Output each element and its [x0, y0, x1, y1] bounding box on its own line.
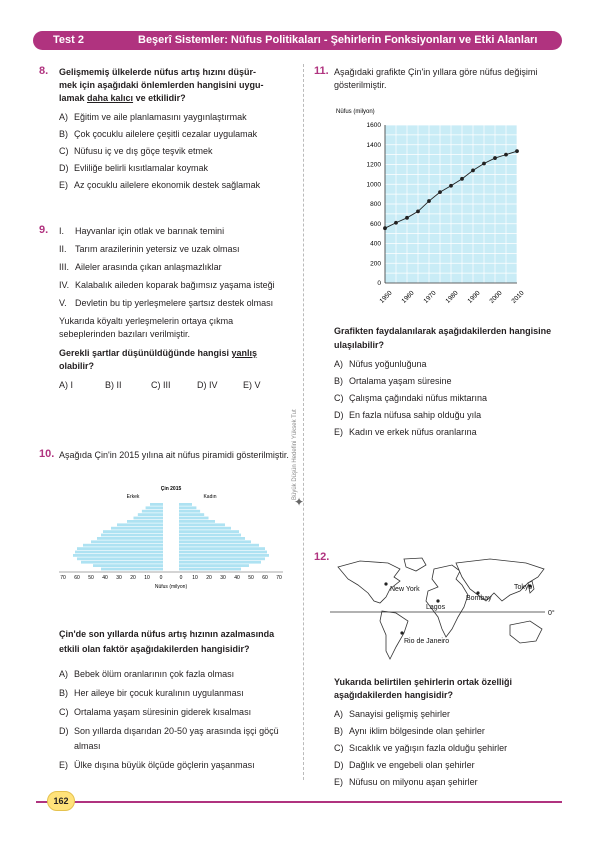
- roman-text: Aileler arasında çıkan anlaşmazlıklar: [75, 262, 222, 272]
- option-b[interactable]: [59, 126, 289, 143]
- option-letter: D): [59, 726, 69, 736]
- city-label-rio-text: Rio de Janeiro: [404, 638, 450, 645]
- option-a[interactable]: [59, 665, 289, 684]
- equator-label: 0°: [548, 610, 555, 617]
- question-context: Yukarıda köyaltı yerleşmelerin ortaya çıkma sebeplerinden bazıları verilmiştir.: [59, 316, 234, 339]
- pyramid-tick: 10: [192, 575, 198, 581]
- roman-item: [59, 243, 289, 256]
- page-number: 162: [47, 791, 75, 811]
- city-label-rio: [404, 638, 449, 645]
- stem-underlined: daha kalıcı: [87, 93, 134, 103]
- chart-data-point: [416, 210, 420, 214]
- logo-icon: ✦: [294, 495, 305, 509]
- option-c[interactable]: [59, 703, 289, 722]
- question-10: [39, 448, 289, 462]
- roman-item: [59, 297, 289, 310]
- city-label-tokyo: Tokyo: [514, 584, 533, 591]
- chart-y-tick-label: 1400: [366, 141, 381, 149]
- chart-x-tick-label: 1950: [378, 289, 394, 305]
- option-c[interactable]: [334, 390, 564, 407]
- chart-x-tick-label: 2000: [488, 289, 504, 305]
- pyramid-tick: 10: [144, 575, 150, 581]
- option-e[interactable]: [59, 177, 289, 194]
- north-america-shape: [338, 561, 400, 603]
- option-d[interactable]: [59, 724, 289, 754]
- stem-underlined: yanlış: [231, 348, 258, 358]
- pyramid-bar-female: [179, 544, 259, 547]
- chart-y-tick-label: 1000: [366, 181, 381, 189]
- pyramid-bar-male: [75, 551, 163, 554]
- question-stem: [59, 66, 289, 105]
- question-number: 9.: [39, 224, 49, 236]
- pyramid-tick: 20: [206, 575, 212, 581]
- option-text: Kadın ve erkek nüfus oranlarına: [349, 427, 477, 437]
- option-letter: A): [334, 709, 343, 719]
- options-list: [334, 706, 564, 791]
- pyramid-bar-female: [179, 510, 200, 513]
- option-c[interactable]: C) III: [151, 380, 171, 390]
- chart-y-tick-label: 200: [370, 260, 381, 268]
- question-8: [39, 65, 289, 194]
- chart-data-point: [471, 169, 475, 173]
- side-motto: Büyük Düşün Hedefini Yüksek Tut: [292, 409, 298, 500]
- option-letter: E): [59, 180, 68, 190]
- pyramid-bar-female: [179, 557, 265, 560]
- pyramid-bar-male: [101, 568, 163, 571]
- pyramid-bar-male: [146, 506, 163, 509]
- pyramid-bar-male: [73, 554, 163, 557]
- pyramid-axis-ticks: [60, 575, 282, 581]
- option-letter: E): [334, 777, 343, 787]
- pyramid-bar-male: [101, 534, 163, 537]
- stem-text: ve etkilidir?: [133, 93, 186, 103]
- option-letter: A): [59, 669, 68, 679]
- option-text: Her aileye bir çocuk kuralının uygulanması: [74, 688, 244, 698]
- option-letter: B): [59, 129, 68, 139]
- option-a[interactable]: [334, 706, 564, 723]
- roman-numeral: II.: [59, 244, 67, 254]
- pyramid-title: Çin 2015: [160, 486, 182, 492]
- question-number: 10.: [39, 448, 55, 460]
- pyramid-bar-male: [77, 547, 163, 550]
- pyramid-bar-male: [91, 540, 163, 543]
- chart-y-tick-label: 800: [370, 201, 381, 208]
- option-text: Aynı iklim bölgesinde olan şehirler: [349, 726, 485, 736]
- chart-x-tick-label: 1960: [400, 289, 416, 305]
- question-stem: [59, 347, 289, 373]
- pyramid-tick: 50: [248, 575, 254, 581]
- chart-x-tick-label: 1990: [466, 289, 482, 305]
- pyramid-tick: 50: [88, 575, 94, 581]
- pyramid-bar-male: [83, 544, 163, 547]
- pyramid-bar-male: [142, 510, 163, 513]
- option-letter: E): [59, 760, 68, 770]
- option-letter: C): [59, 146, 69, 156]
- pyramid-bar-male: [103, 530, 163, 533]
- chart-data-point: [504, 153, 508, 157]
- option-c[interactable]: [334, 740, 564, 757]
- question-number: 11.: [314, 65, 329, 77]
- option-text: Eğitim ve aile planlamasını yaygınlaştırmak: [74, 112, 247, 122]
- population-line-chart: [330, 105, 530, 320]
- pyramid-bar-female: [179, 523, 225, 526]
- pyramid-axis-label: Nüfus (milyon): [154, 584, 188, 590]
- chart-data-point: [460, 177, 464, 181]
- question-11-body: [334, 324, 564, 441]
- option-text: Ortalama yaşam süresine: [349, 376, 452, 386]
- stem-text: olabilir?: [59, 361, 95, 371]
- option-letter: A): [59, 112, 68, 122]
- pyramid-bar-female: [179, 517, 209, 520]
- pyramid-bar-female: [179, 564, 249, 567]
- column-divider: [303, 64, 304, 780]
- option-e[interactable]: [334, 424, 564, 441]
- option-e[interactable]: [59, 756, 289, 775]
- australia-shape: [510, 621, 542, 643]
- pyramid-bar-male: [117, 523, 163, 526]
- chart-data-point: [405, 216, 409, 220]
- pyramid-bar-male: [93, 564, 163, 567]
- chart-y-tick-label: 1200: [366, 161, 381, 169]
- roman-item: [59, 279, 289, 292]
- pyramid-bar-male: [97, 537, 163, 540]
- city-label-lagos: Lagos: [426, 604, 446, 611]
- option-text: Evliliğe belirli kısıtlamalar koymak: [74, 163, 209, 173]
- pyramid-tick: 0: [159, 575, 163, 581]
- chart-data-point: [482, 162, 486, 166]
- south-america-shape: [380, 611, 408, 659]
- option-text: Çok çocuklu ailelere çeşitli cezalar uygulamak: [74, 129, 258, 139]
- chart-data-point: [493, 156, 497, 160]
- option-text: Bebek ölüm oranlarının çok fazla olması: [74, 669, 235, 679]
- population-pyramid: [55, 485, 285, 595]
- pyramid-tick: 70: [60, 575, 66, 581]
- chart-data-point: [394, 221, 398, 225]
- option-letter: A): [334, 359, 343, 369]
- roman-item: [59, 261, 289, 274]
- option-d[interactable]: [334, 757, 564, 774]
- option-letter: B): [334, 726, 343, 736]
- city-dot-rio: [400, 631, 403, 634]
- option-text: Nüfus yoğunluğuna: [349, 359, 427, 369]
- roman-numeral: V.: [59, 298, 67, 308]
- question-number: 8.: [39, 65, 49, 77]
- footer-rule: [36, 801, 562, 803]
- chart-data-point: [383, 226, 387, 230]
- option-letter: D): [59, 163, 69, 173]
- roman-numeral: IV.: [59, 280, 70, 290]
- test-label: Test 2: [53, 34, 84, 46]
- option-b[interactable]: [334, 373, 564, 390]
- roman-numeral: III.: [59, 262, 70, 272]
- option-e[interactable]: [334, 774, 564, 791]
- chart-x-tick-label: 2010: [510, 289, 526, 305]
- options-list: [59, 379, 289, 391]
- question-intro: Aşağıda Çin'in 2015 yılına ait nüfus piramidi gösterilmiştir.: [59, 450, 289, 460]
- option-b[interactable]: B) II: [105, 380, 122, 390]
- option-c[interactable]: [59, 143, 289, 160]
- pyramid-bar-female: [179, 547, 265, 550]
- header-title: Beşerî Sistemler: Nüfus Politikaları - Şehirlerin Fonksiyonları ve Etki Alanları: [138, 34, 538, 46]
- pyramid-bar-male: [138, 513, 163, 516]
- city-dot-new-york: [384, 582, 387, 585]
- roman-text: Devletin bu tip yerleşmelere şartsız destek olması: [75, 298, 274, 308]
- stem-line: [59, 92, 289, 105]
- pyramid-bar-male: [81, 561, 163, 564]
- option-text: Ortalama yaşam süresinin giderek kısalması: [74, 707, 252, 717]
- roman-item: [59, 225, 289, 238]
- greenland-shape: [404, 558, 426, 571]
- chart-data-point: [438, 190, 442, 194]
- option-d[interactable]: [334, 407, 564, 424]
- option-letter: B): [334, 376, 343, 386]
- option-d[interactable]: [59, 160, 289, 177]
- chart-x-tick-label: 1980: [444, 289, 460, 305]
- option-text: Sıcaklık ve yağışın fazla olduğu şehirler: [349, 743, 508, 753]
- chart-data-point: [427, 199, 431, 203]
- roman-numeral: I.: [59, 226, 65, 236]
- pyramid-tick: 60: [74, 575, 80, 581]
- pyramid-bar-female: [179, 503, 192, 506]
- pyramid-bar-female: [179, 527, 231, 530]
- pyramid-tick: 0: [179, 575, 183, 581]
- pyramid-tick: 40: [234, 575, 240, 581]
- pyramid-bar-female: [179, 554, 269, 557]
- option-text: Nüfusu on milyonu aşan şehirler: [349, 777, 478, 787]
- chart-y-tick-label: 1600: [366, 122, 381, 129]
- stem-line: Gelişmemiş ülkelerde nüfus artış hızını düşür-: [59, 67, 257, 77]
- pyramid-bar-female: [179, 540, 251, 543]
- pyramid-tick: 40: [102, 575, 108, 581]
- option-text: Sanayisi gelişmiş şehirler: [349, 709, 451, 719]
- pyramid-bar-male: [111, 527, 163, 530]
- question-11: [314, 65, 564, 92]
- question-stem: Grafikten faydalanılarak aşağıdakilerden hangisine ulaşılabilir?: [334, 326, 552, 350]
- option-a[interactable]: [334, 356, 564, 373]
- options-list: [59, 665, 289, 775]
- pyramid-bar-female: [179, 506, 196, 509]
- pyramid-tick: 60: [262, 575, 268, 581]
- question-intro: Aşağıdaki grafikte Çin'in yıllara göre nüfus değişimi gösterilmiştir.: [334, 67, 538, 90]
- roman-text: Hayvanlar için otlak ve barınak temini: [75, 226, 225, 236]
- pyramid-bar-female: [179, 534, 241, 537]
- option-e[interactable]: E) V: [243, 380, 261, 390]
- city-dot-lagos: [436, 599, 439, 602]
- option-d[interactable]: D) IV: [197, 380, 218, 390]
- pyramid-tick: 30: [116, 575, 122, 581]
- question-9: [39, 224, 289, 391]
- chart-data-point: [449, 184, 453, 188]
- option-letter: D): [334, 410, 344, 420]
- question-10-body: [59, 627, 289, 775]
- question-stem: Çin'de son yıllarda nüfus artış hızının azalmasında etkili olan faktör aşağıdakilerden hangisidir?: [59, 629, 275, 654]
- pyramid-bar-female: [179, 530, 239, 533]
- option-letter: E): [334, 427, 343, 437]
- pyramid-bar-female: [179, 551, 267, 554]
- pyramid-bar-female: [179, 513, 204, 516]
- city-label-bombay: Bombay: [466, 595, 492, 602]
- pyramid-bar-female: [179, 520, 215, 523]
- options-list: [59, 109, 289, 194]
- chart-y-tick-label: 400: [370, 240, 381, 248]
- chart-y-tick-label: 0: [377, 280, 381, 287]
- pyramid-bar-male: [127, 520, 163, 523]
- question-stem: Yukarıda belirtilen şehirlerin ortak özelliği aşağıdakilerden hangisidir?: [334, 677, 513, 700]
- pyramid-bar-female: [179, 537, 245, 540]
- chart-x-tick-label: 1970: [422, 289, 438, 305]
- pyramid-tick: 20: [130, 575, 136, 581]
- pyramid-bar-male: [133, 517, 163, 520]
- option-b[interactable]: [59, 684, 289, 703]
- question-12-body: [334, 676, 564, 791]
- option-letter: B): [59, 688, 68, 698]
- option-text: Ülke dışına büyük ölçüde göçlerin yaşanması: [74, 760, 255, 770]
- option-text: En fazla nüfusa sahip olduğu yıla: [349, 410, 482, 420]
- pyramid-tick: 70: [276, 575, 282, 581]
- option-letter: D): [334, 760, 344, 770]
- pyramid-tick: 30: [220, 575, 226, 581]
- option-text: Çalışma çağındaki nüfus miktarına: [349, 393, 488, 403]
- world-map: [330, 555, 562, 665]
- city-label-new-york: New York: [390, 586, 420, 593]
- option-a[interactable]: A) I: [59, 380, 74, 390]
- chart-plot-area: [367, 122, 526, 305]
- question-number: 12.: [314, 551, 330, 563]
- option-text: Dağlık ve engebeli olan şehirler: [349, 760, 475, 770]
- pyramid-bar-female: [179, 568, 241, 571]
- stem-text: lamak: [59, 93, 88, 103]
- options-list: [334, 356, 564, 441]
- option-b[interactable]: [334, 723, 564, 740]
- pyramid-bar-male: [77, 557, 163, 560]
- chart-ylabel: Nüfus (milyon): [336, 109, 375, 115]
- roman-text: Kalabalık aileden koparak bağımsız yaşama isteği: [75, 280, 275, 290]
- chart-y-tick-label: 600: [370, 220, 381, 228]
- page-header: [33, 31, 562, 50]
- pyramid-male-label: Erkek: [126, 494, 140, 500]
- chart-data-point: [515, 149, 519, 153]
- pyramid-bars: [59, 503, 283, 572]
- roman-text: Tarım arazilerinin yetersiz ve uzak olması: [75, 244, 240, 254]
- option-text: Nüfusu iç ve dış göçe teşvik etmek: [74, 146, 213, 156]
- option-letter: C): [334, 743, 344, 753]
- option-text: Son yıllarda dışarıdan 20-50 yaş arasında işçi göçü alması: [74, 726, 279, 751]
- option-letter: C): [59, 707, 69, 717]
- option-letter: C): [334, 393, 344, 403]
- pyramid-female-label: Kadın: [203, 494, 217, 500]
- pyramid-bar-male: [150, 503, 163, 506]
- option-a[interactable]: [59, 109, 289, 126]
- option-text: Az çocuklu ailelere ekonomik destek sağlamak: [74, 180, 261, 190]
- stem-line: mek için aşağıdaki önlemlerden hangisini uygu-: [59, 80, 264, 90]
- pyramid-bar-female: [179, 561, 261, 564]
- stem-text: Gerekli şartlar düşünüldüğünde hangisi: [59, 348, 232, 358]
